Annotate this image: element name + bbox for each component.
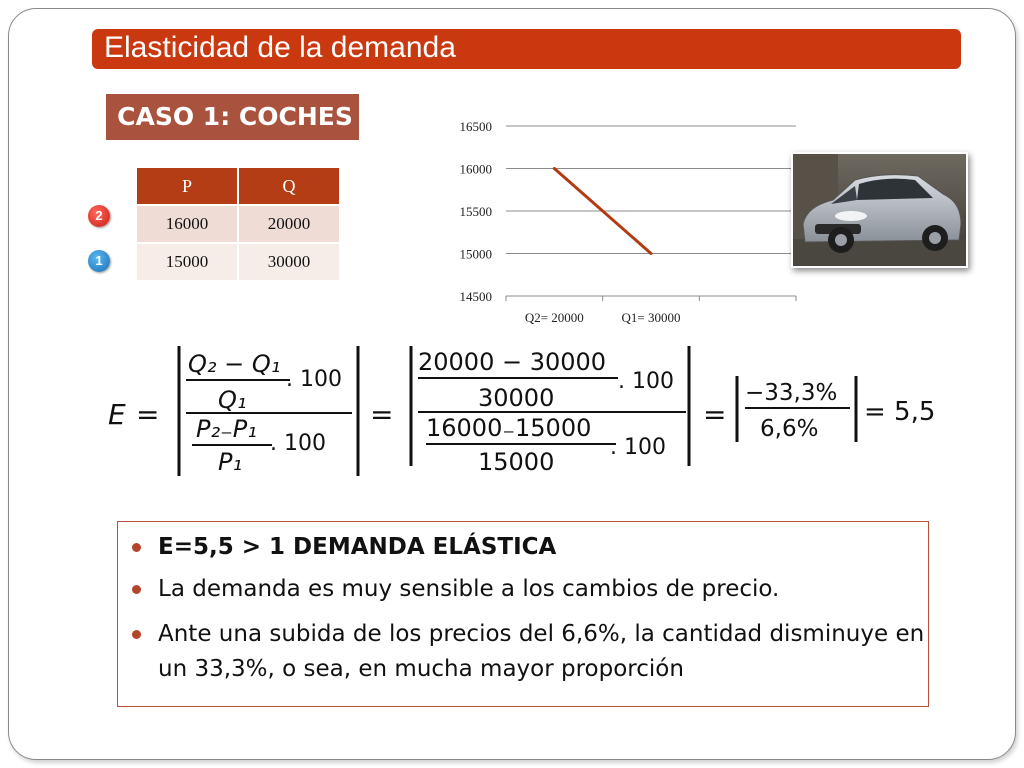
formula-p1: P₁: [218, 448, 243, 476]
price-quantity-chart: [440, 110, 810, 335]
cell-p: 15000: [137, 244, 237, 280]
marker-2-badge: 2: [88, 205, 110, 227]
formula-den-top: 16000₋15000: [426, 414, 592, 442]
formula-pct-bottom: 6,6%: [760, 416, 819, 442]
bullet-dot-icon: [132, 630, 141, 639]
formula-times100: . 100: [618, 369, 674, 394]
y-tick-label: 16000: [459, 161, 492, 177]
cell-p: 16000: [137, 206, 237, 242]
formula-num-bottom: 30000: [478, 384, 555, 412]
conclusion-list: [118, 522, 928, 687]
data-point: [650, 252, 653, 255]
formula-result: = 5,5: [864, 397, 936, 427]
header-q: Q: [239, 168, 339, 204]
table-row: [137, 206, 339, 242]
slide-title: Elasticidad de la demanda: [104, 31, 456, 64]
x-tick-label: Q2= 20000: [524, 310, 584, 325]
x-tick-label: Q1= 30000: [621, 310, 681, 325]
formula-equals: =: [703, 398, 727, 431]
formula-pct-top: −33,3%: [745, 380, 838, 406]
formula-e: E: [108, 398, 126, 431]
formula-num-top: 20000 − 30000: [418, 348, 607, 376]
y-tick-label: 15500: [459, 204, 492, 219]
case-label: CASO 1: COCHES: [106, 94, 359, 140]
formula-den-bottom: 15000: [478, 448, 555, 476]
bullet-text: La demanda es muy sensible a los cambios de precio.: [158, 576, 780, 602]
header-p: P: [137, 168, 237, 204]
data-point: [553, 167, 556, 170]
bullet-text: E=5,5 > 1 DEMANDA ELÁSTICA: [158, 534, 557, 560]
formula-q2-minus-q1: Q₂ − Q₁: [188, 350, 281, 378]
title-bar: [92, 29, 961, 69]
conclusion-box: [117, 521, 929, 707]
bullet-text: Ante una subida de los precios del 6,6%, la cantidad disminuye en un 33,3%, o sea, en mucha mayor proporción: [158, 621, 925, 682]
formula-q1: Q₁: [218, 386, 247, 414]
table-row: [137, 244, 339, 280]
list-item: [118, 530, 928, 565]
formula-equals: =: [370, 398, 394, 431]
formula-p2-minus-p1: P₂₋P₁: [196, 415, 257, 443]
elasticity-formula: [100, 340, 960, 490]
cell-q: 30000: [239, 244, 339, 280]
formula-times100: . 100: [286, 367, 342, 392]
list-item: [118, 572, 928, 607]
car-photo: [791, 152, 968, 268]
formula-times100: . 100: [610, 435, 666, 460]
formula-equals: =: [136, 398, 160, 431]
formula-times100: . 100: [270, 431, 326, 456]
bullet-dot-icon: [132, 585, 141, 594]
cell-q: 20000: [239, 206, 339, 242]
y-tick-label: 16500: [459, 119, 492, 134]
y-tick-label: 15000: [459, 246, 492, 262]
marker-1-badge: 1: [88, 250, 110, 272]
bullet-dot-icon: [132, 543, 141, 552]
table-header-row: [137, 168, 339, 204]
y-tick-label: 14500: [459, 289, 492, 304]
price-quantity-table: [135, 166, 341, 282]
list-item: [118, 617, 928, 687]
